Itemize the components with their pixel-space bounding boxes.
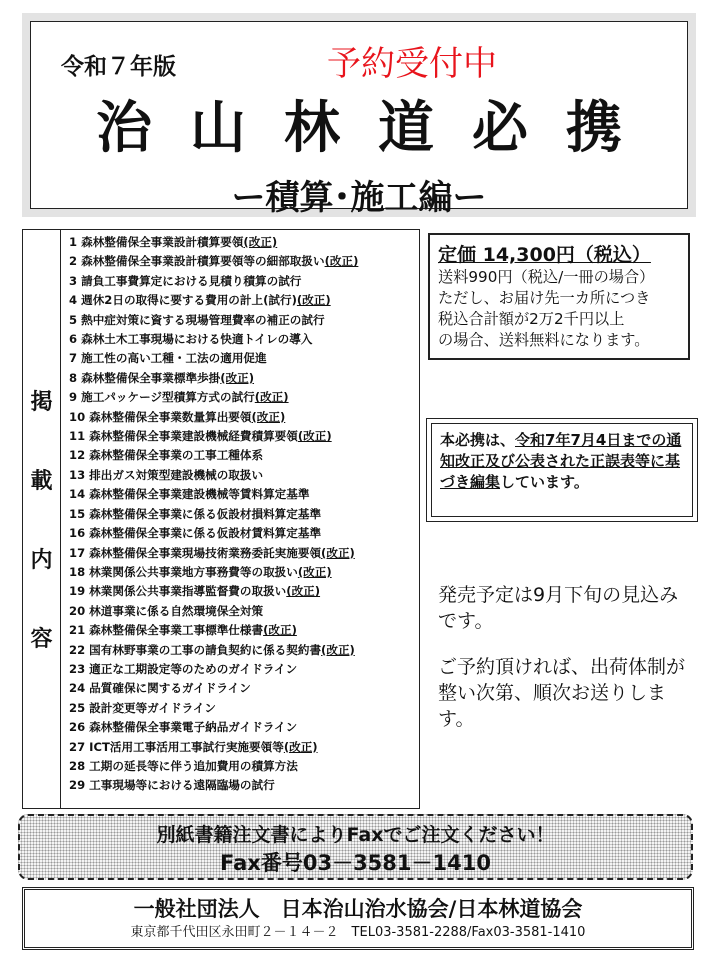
shipping-text: ご予約頂ければ、出荷体制が整い次第、順次お送りします。 [438, 656, 686, 730]
contents-item-text: 12 森林整備保全事業の工事工種体系 [69, 448, 264, 463]
contents-item [69, 408, 358, 427]
contents-item-text: 25 設計変更等ガイドライン [69, 700, 217, 715]
contents-item [69, 446, 358, 465]
contents-item [69, 563, 358, 582]
contents-item-text: 16 森林整備保全事業に係る仮設材賃料算定基準 [69, 526, 322, 541]
revision-mark: (改正) [321, 642, 355, 657]
publisher-name: 一般社団法人 日本治山治水協会/日本林道協会 [133, 897, 583, 921]
contents-item [69, 660, 358, 679]
contents-item [69, 699, 358, 718]
revision-mark: (改正) [220, 370, 255, 385]
contents-item [69, 621, 358, 640]
contents-item-text: 8 森林整備保全事業標準歩掛 [69, 370, 221, 385]
revision-mark: (改正) [283, 739, 318, 754]
order-instruction: 別紙書籍注文書によりFaxでご注文ください！ [156, 824, 555, 846]
revision-mark: (改正) [263, 623, 297, 638]
contents-item-text: 4 週休2日の取得に要する費用の計上(試行) [69, 293, 297, 308]
contents-item-text: 21 森林整備保全事業工事標準仕様書 [69, 623, 264, 638]
contents-label [23, 230, 61, 808]
contents-item [69, 427, 358, 446]
contents-item-text: 17 森林整備保全事業現場技術業務委託実施要領 [69, 545, 322, 560]
contents-label-char: 内 [30, 548, 53, 573]
revision-mark: (改正) [243, 235, 278, 249]
revision-mark: (改正) [297, 429, 332, 444]
basis-notice [431, 423, 693, 517]
contents-item [69, 485, 358, 504]
contents-label-char: 掲 [30, 390, 53, 415]
contents-item-text: 26 森林整備保全事業電子納品ガイドライン [69, 720, 298, 735]
release-date-text: 発売予定は9月下旬の見込みです。 [438, 584, 679, 632]
contents-label-char: 載 [30, 469, 53, 494]
contents-item-text: 28 工期の延長等に伴う追加費用の積算方法 [69, 758, 298, 773]
contents-item-text: 3 請負工事費算定における見積り積算の試行 [69, 273, 302, 288]
contents-label-char: 容 [30, 627, 53, 652]
price-title: 定価 14,300円（税込） [438, 244, 651, 266]
header-inner [30, 21, 688, 218]
contents-item [69, 369, 358, 388]
contents-item-text: 6 森林土木工事現場における快適トイレの導入 [69, 332, 313, 347]
revision-mark: (改正) [286, 584, 321, 599]
revision-mark: (改正) [297, 564, 332, 579]
contents-item-text: 9 施工パッケージ型積算方式の試行 [69, 390, 255, 405]
contents-box [22, 229, 420, 809]
basis-suffix: しています。 [500, 473, 589, 491]
header-box [22, 13, 696, 217]
contents-item [69, 252, 358, 271]
contents-item-text: 27 ICT活用工事活用工事試行実施要領等 [69, 739, 284, 754]
reservation-stamp: 予約受付中 [327, 44, 497, 84]
contents-item [69, 505, 358, 524]
contents-item [69, 738, 358, 757]
revision-mark: (改正) [251, 409, 286, 424]
contents-item [69, 524, 358, 543]
order-banner [18, 814, 693, 880]
contents-item [69, 602, 358, 621]
contents-item-text: 19 林業関係公共事業指導監督費の取扱い [69, 584, 287, 599]
contents-item [69, 641, 358, 660]
basis-underlined: 令和7年7月4日までの通知改正及び公表された正誤表等に基づき編集 [440, 431, 682, 491]
book-subtitle: ー積算･施工編ー [231, 178, 487, 218]
contents-item [69, 272, 358, 291]
contents-item [69, 330, 358, 349]
price-line: ただし、お届け先一カ所につき [438, 289, 651, 307]
contents-item [69, 718, 358, 737]
contents-item [69, 582, 358, 601]
contents-item [69, 233, 358, 252]
contents-item [69, 679, 358, 698]
basis-notice-box [426, 418, 698, 522]
contents-item [69, 757, 358, 776]
contents-item-text: 18 林業関係公共事業地方事務費等の取扱い [69, 564, 298, 579]
contents-item [69, 544, 358, 563]
basis-prefix: 本必携は、 [440, 431, 516, 449]
contents-item-text: 11 森林整備保全事業建設機械経費積算要領 [69, 429, 298, 444]
revision-mark: (改正) [296, 293, 331, 308]
contents-item [69, 776, 358, 795]
contents-list [69, 233, 358, 796]
book-title: 治山林道必携 [96, 95, 660, 161]
contents-item-text: 24 品質確保に関するガイドライン [69, 681, 251, 696]
contents-item [69, 349, 358, 368]
price-line: 税込合計額が2万2千円以上 [438, 310, 625, 328]
price-line: の場合、送料無料になります。 [438, 331, 650, 349]
contents-item-text: 7 施工性の高い工種・工法の適用促進 [69, 351, 267, 366]
publisher-footer [22, 887, 694, 950]
release-info [438, 582, 696, 732]
contents-item-text: 20 林道事業に係る自然環境保全対策 [69, 603, 264, 618]
edition-label: 令和７年版 [61, 54, 176, 80]
contents-item-text: 13 排出ガス対策型建設機械の取扱い [69, 467, 264, 482]
contents-item-text: 14 森林整備保全事業建設機械等賃料算定基準 [69, 487, 310, 502]
contents-item-text: 29 工事現場等における遠隔臨場の試行 [69, 778, 275, 793]
contents-item-text: 1 森林整備保全事業設計積算要領 [69, 235, 244, 249]
contents-item-text: 23 適正な工期設定等のためのガイドライン [69, 661, 298, 676]
contents-item-text: 5 熱中症対策に資する現場管理費率の補正の試行 [69, 312, 325, 327]
contents-item-text: 15 森林整備保全事業に係る仮設材損料算定基準 [69, 506, 322, 521]
revision-mark: (改正) [254, 390, 289, 405]
contents-item [69, 311, 358, 330]
fax-number: Fax番号03－3581－1410 [220, 851, 491, 875]
revision-mark: (改正) [324, 254, 359, 269]
contents-item [69, 291, 358, 310]
contents-item-text: 2 森林整備保全事業設計積算要領等の細部取扱い [69, 254, 325, 269]
contents-item-text: 22 国有林野事業の工事の請負契約に係る契約書 [69, 642, 322, 657]
contents-item [69, 466, 358, 485]
publisher-address: 東京都千代田区永田町２－１４－２ TEL03-3581-2288/Fax03-3581-1410 [130, 925, 586, 940]
revision-mark: (改正) [321, 545, 355, 560]
price-box [428, 233, 690, 360]
contents-item [69, 388, 358, 407]
price-line: 送料990円（税込/一冊の場合） [438, 268, 655, 286]
contents-item-text: 10 森林整備保全事業数量算出要領 [69, 409, 252, 424]
